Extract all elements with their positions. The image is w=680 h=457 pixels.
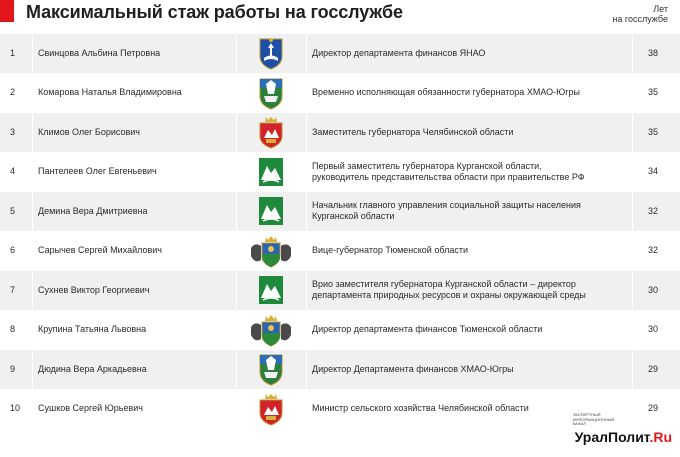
- column-divider: [32, 34, 33, 429]
- row-number: 9: [10, 363, 16, 374]
- table-row: [0, 232, 680, 272]
- khmao-emblem-icon: [240, 74, 302, 113]
- years-of-service: 30: [647, 284, 658, 295]
- position-line: Директор департамента финансов ЯНАО: [312, 47, 486, 58]
- position-line: Первый заместитель губернатора Курганской области,: [312, 160, 542, 171]
- official-position: [312, 113, 632, 152]
- row-number: 7: [10, 284, 16, 295]
- position-line: департамента природных ресурсов и охраны окружающей среды: [312, 290, 586, 301]
- logo-tagline: ЭКСПЕРТНЫЙ ИНФОРМАЦИОННЫЙ КАНАЛ: [572, 412, 615, 426]
- table-row: [0, 74, 680, 114]
- years-of-service: 34: [647, 166, 658, 177]
- row-number: 1: [10, 47, 16, 58]
- table-row: [0, 271, 680, 311]
- row-number: 3: [10, 126, 16, 137]
- officials-table: [0, 34, 680, 429]
- column-divider: [632, 34, 633, 429]
- column-divider: [306, 34, 307, 429]
- row-number: 10: [10, 403, 21, 414]
- years-of-service: 29: [647, 363, 658, 374]
- years-of-service: 32: [647, 245, 658, 256]
- years-of-service: 29: [647, 403, 658, 414]
- official-name: Демина Вера Дмитриевна: [38, 205, 148, 216]
- chelyabinsk-emblem-icon: [240, 390, 302, 429]
- official-name: Дюдина Вера Аркадьевна: [38, 363, 147, 374]
- table-row: [0, 311, 680, 351]
- position-line: Вице-губернатор Тюменской области: [312, 245, 468, 256]
- official-position: [312, 232, 632, 271]
- official-position: [312, 153, 632, 192]
- official-position: [312, 350, 632, 389]
- table-row: [0, 350, 680, 390]
- official-name: Климов Олег Борисович: [38, 126, 140, 137]
- kurgan-emblem-icon: [240, 153, 302, 192]
- tyumen-emblem-icon: [240, 311, 302, 350]
- khmao-emblem-icon: [240, 350, 302, 389]
- official-name: Пантелеев Олег Евгеньевич: [38, 166, 157, 177]
- position-line: Начальник главного управления социальной защиты населения: [312, 200, 581, 211]
- logo-brand: УралПолит.Ru: [574, 429, 672, 445]
- page-title: Максимальный стаж работы на госслужбе: [26, 2, 403, 22]
- title-accent-bar: [0, 0, 14, 22]
- kurgan-emblem-icon: [240, 271, 302, 310]
- row-number: 5: [10, 205, 16, 216]
- years-column-header: [578, 4, 668, 24]
- official-position: [312, 74, 632, 113]
- position-line: Временно исполняющая обязанности губернатора ХМАО-Югры: [312, 87, 580, 98]
- yanao-emblem-icon: [240, 34, 302, 73]
- table-row: [0, 153, 680, 193]
- row-number: 8: [10, 324, 16, 335]
- official-position: [312, 311, 632, 350]
- row-number: 6: [10, 245, 16, 256]
- position-line: Курганской области: [312, 211, 395, 222]
- column-divider: [236, 34, 237, 429]
- official-name: Комарова Наталья Владимировна: [38, 87, 182, 98]
- position-line: Заместитель губернатора Челябинской области: [312, 126, 514, 137]
- years-of-service: 35: [647, 126, 658, 137]
- chelyabinsk-emblem-icon: [240, 113, 302, 152]
- tyumen-emblem-icon: [240, 232, 302, 271]
- official-name: Крупина Татьяна Львовна: [38, 324, 147, 335]
- table-row: [0, 34, 680, 74]
- position-line: Врио заместителя губернатора Курганской области – директор: [312, 279, 576, 290]
- years-header-line2: на госслужбе: [612, 14, 668, 24]
- official-name: Сарычев Сергей Михайлович: [38, 245, 162, 256]
- kurgan-emblem-icon: [240, 192, 302, 231]
- years-of-service: 35: [647, 87, 658, 98]
- official-name: Сушков Сергей Юрьевич: [38, 403, 143, 414]
- years-header-line1: Лет: [653, 4, 668, 14]
- table-row: [0, 192, 680, 232]
- uralpolit-logo: [572, 412, 672, 455]
- position-line: руководитель представительства области при правительстве РФ: [312, 171, 585, 182]
- years-of-service: 30: [647, 324, 658, 335]
- row-number: 4: [10, 166, 16, 177]
- position-line: Директор департамента финансов Тюменской области: [312, 324, 543, 335]
- table-row: [0, 113, 680, 153]
- official-position: [312, 34, 632, 73]
- position-line: Директор Департамента финансов ХМАО-Югры: [312, 363, 514, 374]
- official-position: [312, 192, 632, 231]
- years-of-service: 32: [647, 205, 658, 216]
- years-of-service: 38: [647, 47, 658, 58]
- position-line: Министр сельского хозяйства Челябинской области: [312, 403, 529, 414]
- official-name: Свинцова Альбина Петровна: [38, 47, 161, 58]
- official-position: [312, 271, 632, 310]
- official-name: Сухнев Виктор Георгиевич: [38, 284, 150, 295]
- row-number: 2: [10, 87, 16, 98]
